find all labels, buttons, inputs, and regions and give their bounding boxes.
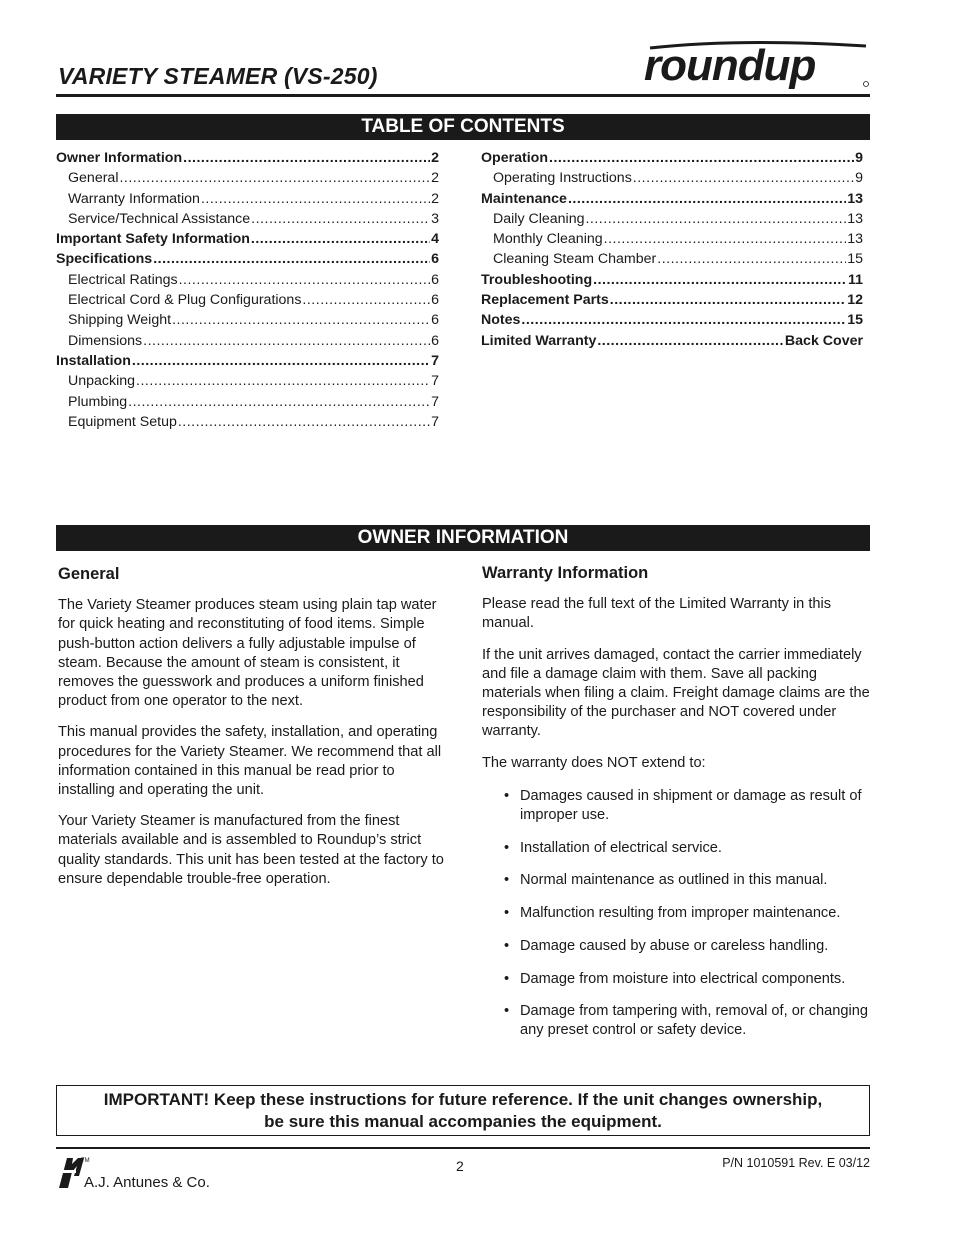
- toc-entry-title: Warranty Information: [68, 190, 200, 207]
- toc-entry-title: Plumbing: [68, 393, 128, 410]
- toc-entry: [56, 312, 439, 332]
- bullet-icon: •: [504, 905, 510, 922]
- toc-entry-title: Dimensions: [68, 332, 143, 349]
- toc-entry-title: Unpacking: [68, 373, 136, 390]
- toc-entry: [481, 333, 863, 353]
- toc-entry-page: Back Cover: [784, 332, 863, 349]
- important-line-2: be sure this manual accompanies the equipment.: [264, 1112, 662, 1131]
- list-item: [504, 1002, 870, 1040]
- toc-entry: [56, 231, 439, 251]
- exclusion-text: Installation of electrical service.: [520, 839, 722, 856]
- toc-entry-page: 2: [431, 170, 439, 187]
- general-section: [58, 565, 450, 901]
- warranty-paragraph: Please read the full text of the Limited Warranty in this manual.: [482, 596, 832, 632]
- toc-entry-page: 7: [431, 393, 439, 410]
- toc-entry: [481, 292, 863, 312]
- toc-leader-dots: [657, 251, 846, 267]
- important-notice: [56, 1085, 870, 1136]
- toc-entry: [56, 353, 439, 373]
- toc-entry: [56, 292, 439, 312]
- list-item: [504, 871, 870, 890]
- document-title: VARIETY STEAMER (VS-250): [58, 63, 378, 89]
- toc-entry: [481, 272, 863, 292]
- toc-entry-page: 13: [847, 231, 863, 248]
- toc-heading: TABLE OF CONTENTS: [56, 114, 870, 140]
- warranty-paragraph: If the unit arrives damaged, contact the carrier immediately and file a damage claim with them. Save all packing materials when filing a claim. Freight damage claims are the responsibility of the purchaser and NOT covered under warranty.: [482, 646, 870, 740]
- toc-leader-dots: [585, 211, 846, 227]
- exclusion-text: Damage from tampering with, removal of, or changing any preset control or safety device.: [520, 1003, 868, 1039]
- toc-leader-dots: [549, 150, 854, 166]
- brand-wordmark: roundup: [644, 41, 816, 90]
- toc-leader-dots: [132, 353, 430, 369]
- toc-entry: [56, 373, 439, 393]
- toc-entry-page: 12: [847, 292, 863, 309]
- toc-entry-title: Notes: [481, 312, 521, 329]
- toc-entry: [481, 312, 863, 332]
- important-line-1: IMPORTANT! Keep these instructions for future reference. If the unit changes ownership,: [103, 1090, 823, 1109]
- toc-entry-title: Specifications: [56, 251, 153, 268]
- warranty-heading: Warranty Information: [482, 564, 649, 582]
- toc-entry: [56, 211, 439, 231]
- toc-leader-dots: [143, 333, 430, 349]
- toc-entry-page: 6: [431, 312, 439, 329]
- toc-entry-title: Operating Instructions: [493, 170, 632, 187]
- list-item: [504, 839, 870, 858]
- toc-entry-page: 6: [431, 332, 439, 349]
- toc-entry-title: Service/Technical Assistance: [68, 210, 251, 227]
- toc-leader-dots: [302, 292, 430, 308]
- toc-entry: [481, 191, 863, 211]
- toc-entry-title: Installation: [56, 352, 131, 369]
- toc-entry-title: Cleaning Steam Chamber: [493, 251, 657, 268]
- toc-entry: [56, 394, 439, 414]
- list-item: [504, 970, 870, 989]
- list-item: [504, 904, 870, 923]
- toc-entry: [481, 150, 863, 170]
- company-name: A.J. Antunes & Co.: [84, 1174, 210, 1191]
- toc-leader-dots: [604, 231, 847, 247]
- toc-entry-title: Operation: [481, 150, 549, 166]
- list-item: [504, 787, 870, 825]
- toc-entry: [56, 414, 439, 434]
- toc-entry-page: 2: [431, 150, 439, 166]
- toc-entry-title: Limited Warranty: [481, 332, 597, 349]
- bullet-icon: •: [504, 839, 510, 856]
- toc-leader-dots: [153, 251, 430, 267]
- toc-entry-page: 4: [431, 231, 439, 248]
- toc-entry-title: Troubleshooting: [481, 271, 593, 288]
- roundup-logo: [640, 40, 872, 90]
- toc-leader-dots: [251, 211, 430, 227]
- bullet-icon: •: [504, 1003, 510, 1020]
- toc-entry-page: 7: [431, 373, 439, 390]
- toc-entry: [56, 251, 439, 271]
- general-paragraph: This manual provides the safety, installation, and operating procedures for the Variety Steamer. We recommend that all information contained in this manual be read prior to installing and operating the unit.: [58, 724, 442, 799]
- toc-entry-title: General: [68, 170, 119, 187]
- toc-leader-dots: [251, 231, 430, 247]
- toc-entry-title: Replacement Parts: [481, 292, 609, 309]
- toc-entry-page: 15: [847, 312, 863, 329]
- bullet-icon: •: [504, 937, 510, 954]
- toc-entry-title: Maintenance: [481, 190, 567, 207]
- toc-leader-dots: [597, 333, 784, 349]
- toc-entry: [56, 170, 439, 190]
- exclusion-text: Damage caused by abuse or careless handling.: [520, 937, 829, 954]
- toc-entry-title: Monthly Cleaning: [493, 231, 603, 248]
- toc-entry-title: Owner Information: [56, 150, 183, 166]
- toc-entry-page: 6: [431, 251, 439, 268]
- toc-leader-dots: [521, 312, 846, 328]
- toc-entry-page: 7: [431, 413, 439, 430]
- toc-entry: [481, 251, 863, 271]
- toc-entry-title: Important Safety Information: [56, 231, 250, 248]
- toc-entry-page: 9: [855, 150, 863, 166]
- toc-entry: [481, 211, 863, 231]
- general-heading: General: [58, 565, 120, 583]
- toc-entry-page: 15: [847, 251, 863, 268]
- warranty-exclusions-list: [504, 787, 870, 1041]
- toc-entry-title: Equipment Setup: [68, 413, 177, 430]
- general-paragraph: Your Variety Steamer is manufactured from the finest materials available and is assembled to Roundup’s strict quality standards. This unit has been tested at the factory to ensure dependable trouble-free operation.: [58, 813, 444, 887]
- exclusion-text: Malfunction resulting from improper maintenance.: [520, 905, 841, 922]
- trademark-mark: TM: [81, 1158, 90, 1164]
- toc-entry-title: Electrical Cord & Plug Configurations: [68, 292, 302, 309]
- toc-entry-page: 11: [848, 271, 863, 288]
- toc-entry: [56, 333, 439, 353]
- owner-information-heading: OWNER INFORMATION: [56, 525, 870, 551]
- toc-entry-title: Electrical Ratings: [68, 271, 178, 288]
- toc-entry-page: 13: [847, 190, 863, 207]
- footer-rule: [56, 1147, 870, 1149]
- exclusion-text: Damages caused in shipment or damage as result of improper use.: [520, 787, 862, 824]
- part-number: P/N 1010591 Rev. E 03/12: [722, 1156, 870, 1170]
- toc-entry-page: 9: [855, 170, 863, 187]
- toc-entry-page: 7: [431, 352, 439, 369]
- exclusion-text: Normal maintenance as outlined in this manual.: [520, 872, 828, 889]
- toc-entry-page: 6: [431, 292, 439, 309]
- toc-entry: [56, 272, 439, 292]
- general-paragraph: The Variety Steamer produces steam using plain tap water for quick heating and reconstituting of food items. Simple push-button action delivers a fully adjustable impulse of steam. Because the amount of steam is consistent, it removes the guesswork and produces a uniform finished product from one operator to the next.: [58, 597, 437, 710]
- toc-leader-dots: [568, 191, 846, 207]
- toc-leader-dots: [633, 170, 854, 186]
- toc-left-column: [56, 150, 439, 434]
- toc-right-column: [481, 150, 863, 353]
- toc-entry: [481, 170, 863, 190]
- bullet-icon: •: [504, 787, 510, 804]
- toc-entry-title: Shipping Weight: [68, 312, 172, 329]
- toc-leader-dots: [128, 394, 430, 410]
- toc-entry-title: Daily Cleaning: [493, 210, 585, 227]
- toc-entry-page: 2: [431, 190, 439, 207]
- toc-leader-dots: [610, 292, 846, 308]
- toc-entry-page: 3: [431, 210, 439, 227]
- toc-leader-dots: [136, 373, 430, 389]
- warranty-section: [482, 564, 870, 1054]
- toc-leader-dots: [593, 272, 847, 288]
- toc-entry: [481, 231, 863, 251]
- toc-leader-dots: [183, 150, 430, 166]
- toc-entry-page: 13: [847, 210, 863, 227]
- toc-entry: [56, 150, 439, 170]
- toc-leader-dots: [179, 272, 431, 288]
- bullet-icon: •: [504, 872, 510, 889]
- toc-leader-dots: [201, 191, 430, 207]
- warranty-paragraph: The warranty does NOT extend to:: [482, 754, 706, 771]
- page-number: 2: [456, 1158, 464, 1174]
- list-item: [504, 937, 870, 956]
- toc-leader-dots: [178, 414, 430, 430]
- toc-entry-page: 6: [431, 271, 439, 288]
- toc-entry: [56, 191, 439, 211]
- toc-leader-dots: [172, 312, 430, 328]
- toc-leader-dots: [119, 170, 430, 186]
- header-rule: [56, 94, 870, 97]
- bullet-icon: •: [504, 970, 510, 987]
- exclusion-text: Damage from moisture into electrical components.: [520, 970, 846, 987]
